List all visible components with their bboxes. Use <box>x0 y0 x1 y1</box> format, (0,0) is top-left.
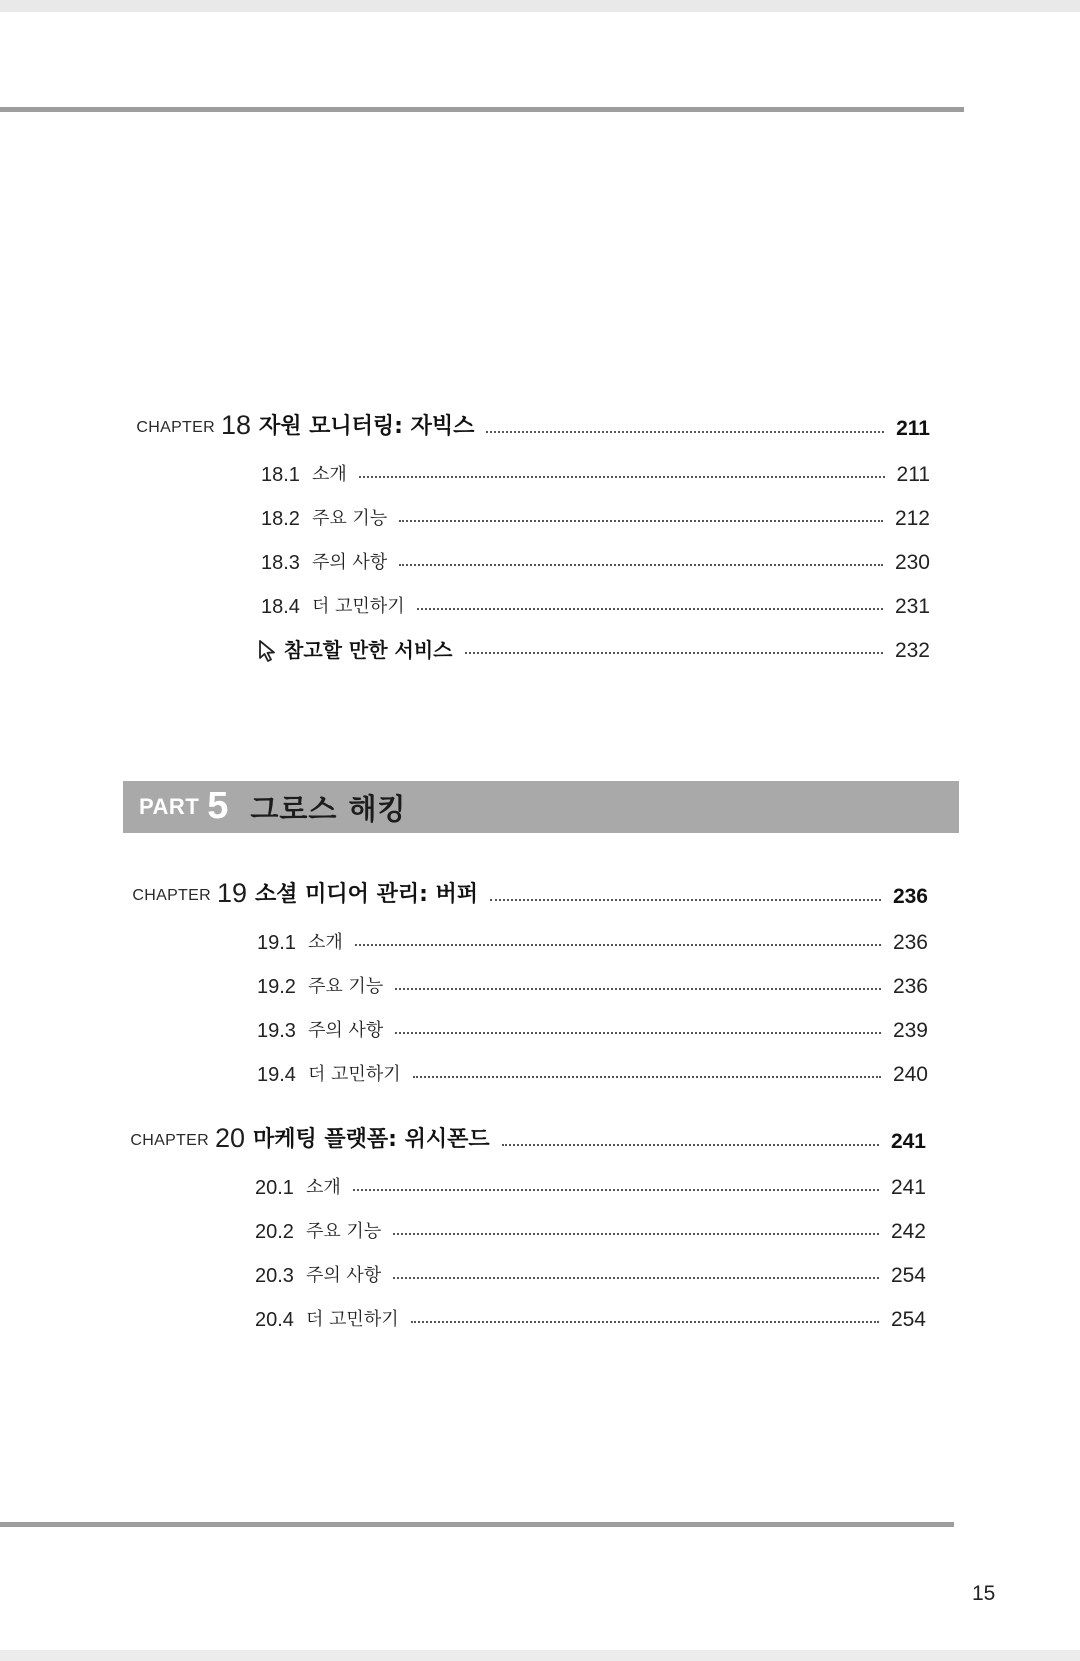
bottom-rule <box>0 1522 954 1527</box>
dot-leader <box>395 988 881 990</box>
section-page: 232 <box>894 639 930 662</box>
chapter-word: CHAPTER <box>130 1132 209 1149</box>
section-title: 더 고민하기 <box>307 1064 401 1085</box>
section-number: 18.1 <box>261 464 300 486</box>
chapter-19-entry[interactable] <box>132 872 928 912</box>
section-number: 18.4 <box>261 596 300 618</box>
dot-leader <box>395 1032 881 1034</box>
chapter-title: 마케팅 플랫폼: 위시폰드 <box>253 1127 490 1152</box>
dot-leader <box>353 1189 879 1191</box>
section-number: 19.1 <box>257 932 296 954</box>
cursor-arrow-icon <box>258 639 278 663</box>
section-title: 소개 <box>307 932 343 953</box>
top-edge <box>0 0 1080 12</box>
section-page: 211 <box>896 463 930 486</box>
section-page: 254 <box>890 1264 926 1287</box>
dot-leader <box>413 1076 881 1078</box>
page-number: 15 <box>972 1582 996 1605</box>
section-page: 236 <box>892 931 928 954</box>
dot-leader <box>465 652 883 654</box>
chapter-word: CHAPTER <box>132 887 211 904</box>
chapter-number: 20 <box>214 1123 245 1153</box>
section-title: 주요 기능 <box>305 1221 382 1242</box>
part-title: 그로스 해킹 <box>250 791 407 826</box>
section-18-2[interactable] <box>261 503 930 533</box>
section-number: 20.2 <box>255 1221 294 1243</box>
section-number: 18.2 <box>261 508 300 530</box>
section-20-4[interactable] <box>255 1304 926 1334</box>
section-title: 주의 사항 <box>311 552 388 573</box>
section-title: 주의 사항 <box>307 1020 384 1041</box>
section-19-2[interactable] <box>257 971 928 1001</box>
section-number: 18.3 <box>261 552 300 574</box>
dot-leader <box>486 431 884 433</box>
section-19-1[interactable] <box>257 927 928 957</box>
section-number: 20.4 <box>255 1309 294 1331</box>
section-title: 더 고민하기 <box>311 596 405 617</box>
section-page: 236 <box>892 975 928 998</box>
section-20-3[interactable] <box>255 1260 926 1290</box>
section-number: 20.1 <box>255 1177 294 1199</box>
section-title: 주요 기능 <box>307 976 384 997</box>
chapter-label <box>132 880 247 907</box>
chapter-page: 236 <box>892 885 928 908</box>
section-number: 19.2 <box>257 976 296 998</box>
section-page: 230 <box>894 551 930 574</box>
section-page: 254 <box>890 1308 926 1331</box>
chapter-number: 19 <box>216 878 247 908</box>
special-section-title: 참고할 만한 서비스 <box>284 638 453 662</box>
section-title: 소개 <box>305 1177 341 1198</box>
reference-services-entry[interactable] <box>258 635 930 665</box>
section-18-3[interactable] <box>261 547 930 577</box>
section-number: 19.3 <box>257 1020 296 1042</box>
chapter-20-entry[interactable] <box>130 1117 926 1157</box>
section-number: 19.4 <box>257 1064 296 1086</box>
dot-leader <box>502 1144 879 1146</box>
chapter-18-entry[interactable] <box>136 404 930 444</box>
section-title: 소개 <box>311 464 347 485</box>
chapter-label <box>136 412 251 439</box>
part-word: PART <box>139 794 200 819</box>
dot-leader <box>393 1277 879 1279</box>
section-title: 주의 사항 <box>305 1265 382 1286</box>
part-banner <box>123 781 959 833</box>
part-number: 5 <box>207 784 229 827</box>
chapter-page: 211 <box>896 417 930 440</box>
dot-leader <box>393 1233 879 1235</box>
chapter-number: 18 <box>220 410 251 440</box>
section-20-2[interactable] <box>255 1216 926 1246</box>
dot-leader <box>399 564 883 566</box>
section-page: 239 <box>892 1019 928 1042</box>
section-page: 212 <box>894 507 930 530</box>
section-19-3[interactable] <box>257 1015 928 1045</box>
section-19-4[interactable] <box>257 1059 928 1089</box>
section-18-1[interactable] <box>261 459 930 489</box>
dot-leader <box>399 520 883 522</box>
bottom-edge <box>0 1650 1080 1661</box>
dot-leader <box>490 899 881 901</box>
chapter-page: 241 <box>890 1130 926 1153</box>
section-title: 더 고민하기 <box>305 1309 399 1330</box>
section-number: 20.3 <box>255 1265 294 1287</box>
section-20-1[interactable] <box>255 1172 926 1202</box>
chapter-label <box>130 1125 245 1152</box>
section-title: 주요 기능 <box>311 508 388 529</box>
section-page: 241 <box>890 1176 926 1199</box>
section-page: 242 <box>890 1220 926 1243</box>
dot-leader <box>355 944 881 946</box>
chapter-word: CHAPTER <box>136 419 215 436</box>
dot-leader <box>411 1321 879 1323</box>
dot-leader <box>417 608 883 610</box>
dot-leader <box>359 476 885 478</box>
section-18-4[interactable] <box>261 591 930 621</box>
chapter-title: 소셜 미디어 관리: 버퍼 <box>255 882 479 907</box>
section-page: 240 <box>892 1063 928 1086</box>
section-page: 231 <box>894 595 930 618</box>
chapter-title: 자원 모니터링: 자빅스 <box>259 414 475 439</box>
top-rule <box>0 107 964 112</box>
